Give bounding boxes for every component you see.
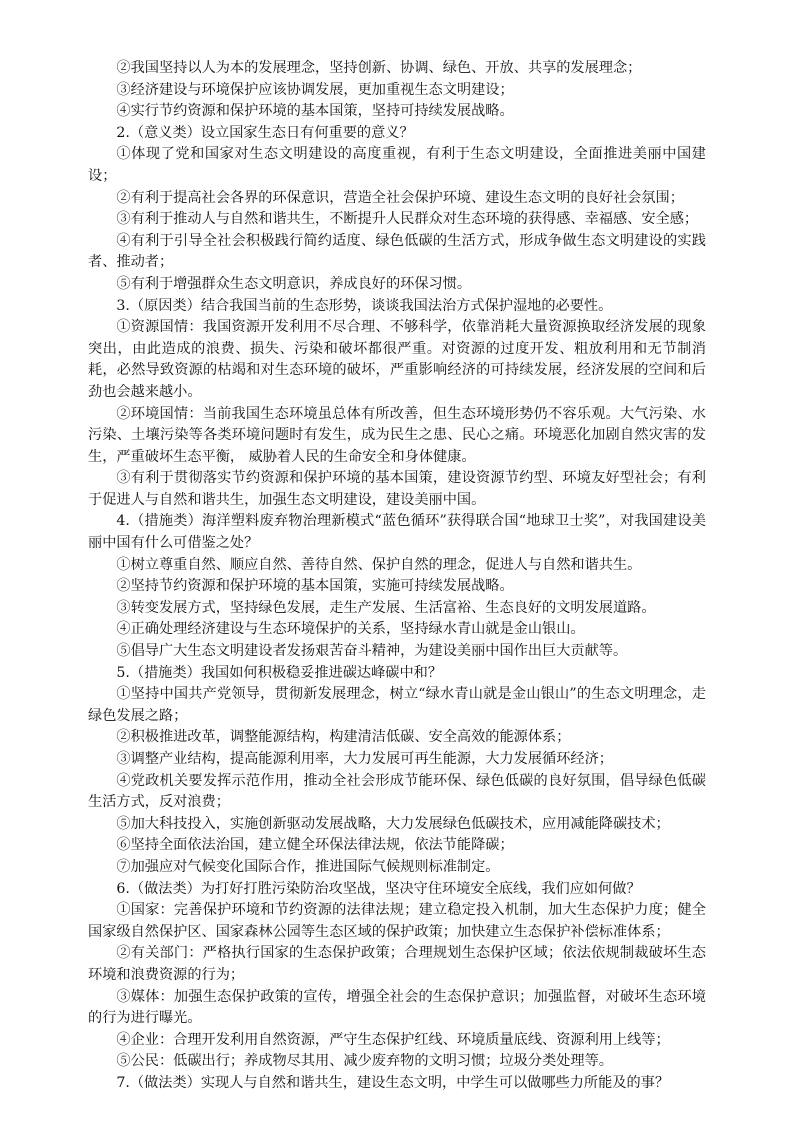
list-item: ④实行节约资源和保护环境的基本国策，坚持可持续发展战略。 (116, 103, 514, 120)
list-item: ②积极推进改革，调整能源结构，构建清洁低碳、安全高效的能源体系； (116, 729, 571, 746)
list-item: ④有利于引导全社会积极践行简约适度、绿色低碳的生活方式，形成争做生态文明建设的实践者、推动者； (88, 232, 706, 271)
list-item: ③经济建设与环境保护应该协调发展，更加重视生态文明建设； (116, 81, 514, 98)
question-heading: 3.（原因类）结合我国当前的生态形势，谈谈我国法治方式保护湿地的必要性。 (116, 297, 613, 314)
list-item: ①体现了党和国家对生态文明建设的高度重视，有利于生态文明建设，全面推进美丽中国建设； (88, 146, 706, 184)
list-item: ⑥坚持全面依法治国，建立健全环保法律法规，依法节能降碳； (116, 837, 514, 854)
list-item: ②环境国情：当前我国生态环境虽总体有所改善，但生态环境形势仍不容乐观。大气污染、水污染、土壤污染等各类环境问题时有发生，成为民生之患、民心之痛。环境恶化加剧自然灾害的发生，严重破坏生态平衡， 威胁着人民的生命安全和身体健康。 (88, 405, 706, 465)
list-item: ③转变发展方式，坚持绿色发展，走生产发展、生活富裕、生态良好的文明发展道路。 (116, 599, 656, 616)
list-item: ⑤有利于增强群众生态文明意识，养成良好的环保习惯。 (116, 275, 472, 292)
question-heading: 5.（措施类）我国如何积极稳妥推进碳达峰碳中和？ (116, 664, 443, 681)
list-item: ④正确处理经济建设与生态环境保护的关系，坚持绿水青山就是金山银山。 (116, 621, 585, 638)
list-item: ②有利于提高社会各界的环保意识，营造全社会保护环境、建设生态文明的良好社会氛围； (116, 189, 684, 206)
question-heading: 6.（做法类）为打好打胜污染防治攻坚战，坚决守住环境安全底线，我们应如何做？ (116, 880, 641, 897)
list-item: ⑤公民：低碳出行；养成物尽其用、减少废弃物的文明习惯；垃圾分类处理等。 (116, 1053, 613, 1070)
list-item: ⑤加大科技投入，实施创新驱动发展战略，大力发展绿色低碳技术，应用减能降碳技术； (116, 815, 670, 832)
question-heading: 7.（做法类）实现人与自然和谐共生，建设生态文明，中学生可以做哪些力所能及的事？ (116, 1074, 670, 1091)
list-item: ③有利于贯彻落实节约资源和保护环境的基本国策，建设资源节约型、环境友好型社会；有利于促进人与自然和谐共生，加强生态文明建设，建设美丽中国。 (88, 470, 706, 508)
question-heading: 2.（意义类）设立国家生态日有何重要的意义？ (116, 124, 414, 141)
question-heading: 4.（措施类）海洋塑料废弃物治理新模式“蓝色循环”获得联合国“地球卫士奖”，对我国建设美丽中国有什么可借鉴之处？ (88, 513, 706, 552)
document-body (88, 58, 706, 1095)
list-item: ②我国坚持以人为本的发展理念，坚持创新、协调、绿色、开放、共享的发展理念； (116, 60, 642, 76)
list-item: ①树立尊重自然、顺应自然、善待自然、保护自然的理念，促进人与自然和谐共生。 (116, 556, 642, 573)
list-item: ⑤倡导广大生态文明建设者发扬艰苦奋斗精神，为建设美丽中国作出巨大贡献等。 (116, 643, 628, 660)
list-item: ①国家：完善保护环境和节约资源的法律法规；建立稳定投入机制，加大生态保护力度；健全国家级自然保护区、国家森林公园等生态区域的保护政策；加快建立生态保护补偿标准体系； (88, 902, 706, 940)
list-item: ④党政机关要发挥示范作用，推动全社会形成节能环保、绿色低碳的良好氛围，倡导绿色低碳生活方式，反对浪费； (88, 772, 706, 811)
list-item: ①坚持中国共产党领导，贯彻新发展理念，树立“绿水青山就是金山银山”的生态文明理念，走绿色发展之路； (88, 686, 706, 724)
list-item: ③有利于推动人与自然和谐共生，不断提升人民群众对生态环境的获得感、幸福感、安全感； (116, 211, 699, 228)
list-item: ①资源国情：我国资源开发利用不尽合理、不够科学，依靠消耗大量资源换取经济发展的现象突出，由此造成的浪费、损失、污染和破坏都很严重。对资源的过度开发、粗放利用和无节制消耗，必然导致资源的枯竭和对生态环境的破坏，严重影响经济的可持续发展，经济发展的空间和后劲也会越来越小。 (88, 319, 706, 400)
list-item: ④企业：合理开发利用自然资源，严守生态保护红线、环境质量底线、资源利用上线等； (116, 1031, 670, 1048)
list-item: ②坚持节约资源和保护环境的基本国策，实施可持续发展战略。 (116, 578, 514, 595)
list-item: ③媒体：加强生态保护政策的宣传，增强全社会的生态保护意识；加强监督，对破坏生态环境的行为进行曝光。 (88, 988, 706, 1027)
list-item: ②有关部门：严格执行国家的生态保护政策；合理规划生态保护区域；依法依规制裁破坏生态环境和浪费资源的行为； (88, 945, 706, 983)
list-item: ⑦加强应对气候变化国际合作，推进国际气候规则标准制定。 (116, 858, 500, 875)
list-item: ③调整产业结构，提高能源利用率，大力发展可再生能源，大力发展循环经济； (116, 751, 613, 767)
